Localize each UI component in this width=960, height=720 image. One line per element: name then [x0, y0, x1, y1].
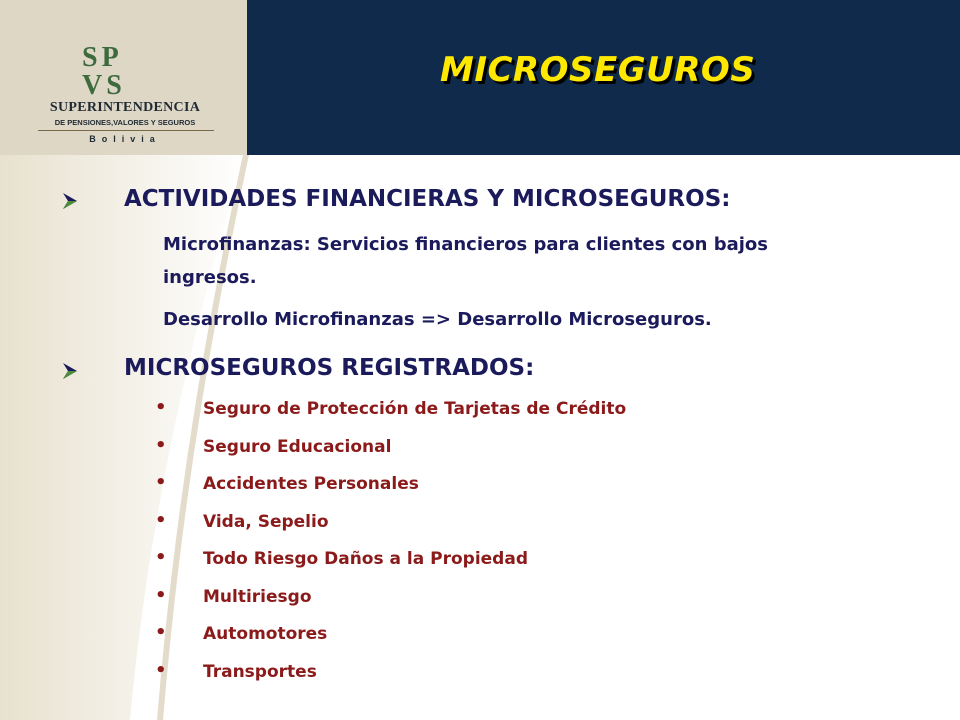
section-heading-microseguros: MICROSEGUROS REGISTRADOS:	[124, 355, 535, 381]
list-item	[0, 547, 700, 573]
list-item-label: Seguro Educacional	[203, 437, 392, 457]
slide-title: MICROSEGUROS	[440, 50, 756, 90]
list-item	[0, 660, 700, 686]
list-item-label: Vida, Sepelio	[203, 512, 329, 532]
logo-org-subtitle: DE PENSIONES,VALORES Y SEGUROS	[54, 118, 196, 127]
bullet-dot-icon: •	[155, 585, 167, 606]
arrow-bullet-icon	[62, 362, 80, 380]
list-item	[0, 510, 700, 536]
bullet-dot-icon: •	[155, 435, 167, 456]
list-item	[0, 435, 700, 461]
svg-text:SP: SP	[82, 42, 123, 73]
section-heading-actividades: ACTIVIDADES FINANCIERAS Y MICROSEGUROS:	[124, 186, 731, 212]
bullet-dot-icon: •	[155, 510, 167, 531]
list-item-label: Automotores	[203, 624, 328, 644]
bullet-dot-icon: •	[155, 622, 167, 643]
paragraph-microfinanzas: Microfinanzas: Servicios financieros para clientes con bajos ingresos.	[163, 234, 768, 288]
logo-org-name: SUPERINTENDENCIA	[49, 100, 201, 115]
bullet-dot-icon: •	[155, 660, 167, 681]
spvs-logo-icon	[80, 40, 170, 98]
logo-country: Bolivia	[89, 134, 161, 144]
bullet-dot-icon: •	[155, 472, 167, 493]
paragraph-desarrollo: Desarrollo Microfinanzas => Desarrollo Microseguros.	[163, 309, 712, 330]
list-item-label: Transportes	[203, 662, 317, 682]
list-item-label: Accidentes Personales	[203, 474, 419, 494]
list-item-label: Seguro de Protección de Tarjetas de Crédito	[203, 399, 627, 419]
list-item	[0, 472, 700, 498]
bullet-dot-icon: •	[155, 397, 167, 418]
logo-divider	[38, 130, 214, 131]
list-item	[0, 397, 700, 423]
list-item-label: Multiriesgo	[203, 587, 312, 607]
list-item	[0, 622, 700, 648]
arrow-bullet-icon	[62, 192, 80, 210]
list-item-label: Todo Riesgo Daños a la Propiedad	[203, 549, 528, 569]
bullet-dot-icon: •	[155, 547, 167, 568]
svg-text:VS: VS	[82, 70, 126, 98]
list-item	[0, 585, 700, 611]
